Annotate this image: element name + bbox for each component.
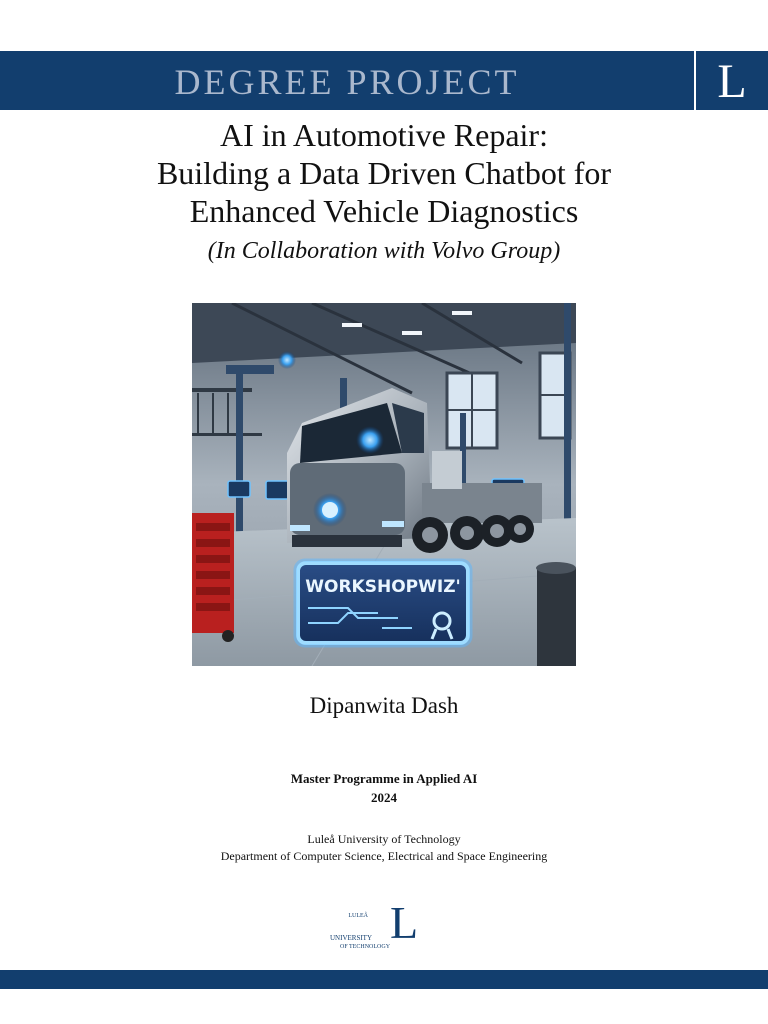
department-name: Department of Computer Science, Electrical and Space Engineering	[220, 849, 548, 863]
footer-logo-line2: UNIVERSITY	[330, 934, 372, 942]
programme-block	[40, 769, 728, 807]
collaboration-subtitle: (In Collaboration with Volvo Group)	[207, 238, 561, 264]
title-line-3: Enhanced Vehicle Diagnostics	[189, 193, 579, 229]
programme-year: 2024	[371, 790, 397, 805]
workshopwiz-sign-text: WORKSHOPWIZ'	[305, 577, 461, 597]
programme-name: Master Programme in Applied AI	[290, 771, 478, 786]
workshopwiz-sign	[295, 560, 471, 646]
title-line-1: AI in Automotive Repair:	[220, 117, 548, 153]
author-name: Dipanwita Dash	[309, 693, 459, 718]
bottom-bar	[0, 970, 768, 989]
university-block	[40, 831, 728, 865]
university-logo-icon: L	[717, 55, 747, 108]
title-line-2: Building a Data Driven Chatbot for	[156, 155, 612, 191]
footer-logo-letter: L	[389, 898, 419, 948]
university-name: Luleå University of Technology	[307, 832, 461, 846]
university-footer-logo-icon	[326, 898, 442, 954]
top-banner	[0, 51, 768, 110]
footer-logo-line1: LULEÅ	[348, 913, 368, 919]
degree-project-label: DEGREE PROJECT	[174, 62, 520, 102]
thesis-title	[40, 116, 728, 230]
cover-illustration	[192, 303, 576, 666]
footer-logo-line3: OF TECHNOLOGY	[340, 944, 391, 950]
